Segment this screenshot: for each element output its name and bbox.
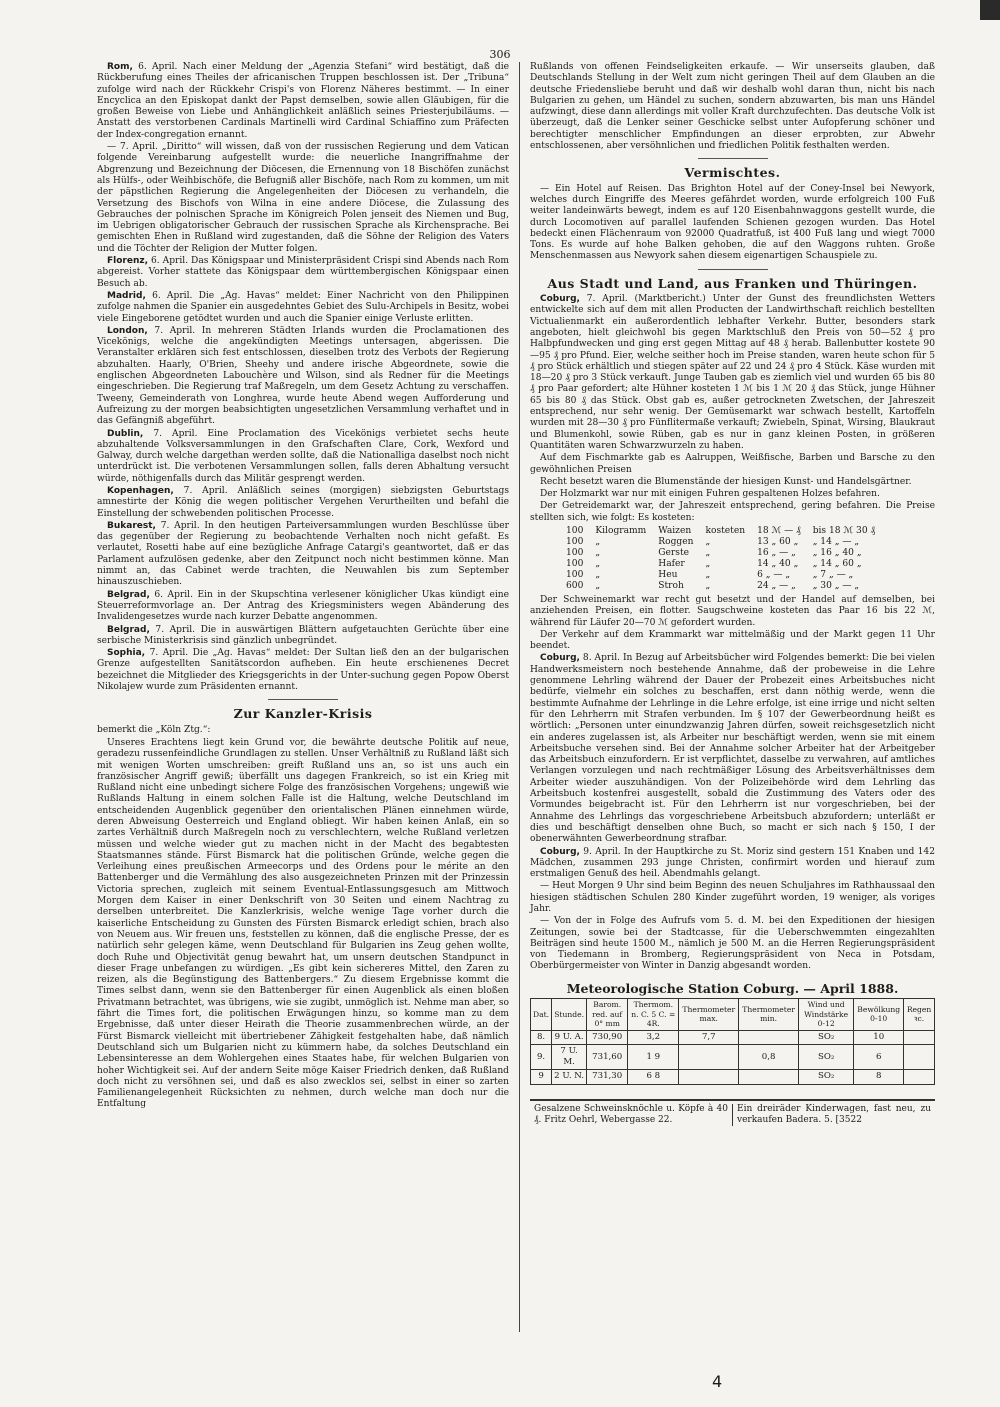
dateline-place: Coburg, [540,653,580,664]
dispatch-text: 7. April. Die in auswärtigen Blättern aufgetauchten Gerüchte über eine serbische Ministerkrisis sind gänzlich unbegründet. [97,624,509,646]
news-dispatch [97,590,509,624]
column-divider [519,62,520,1332]
dateline-place: Coburg, [540,846,580,857]
price-cell-item: Roggen [658,536,694,547]
school-notice: — Heut Morgen 9 Uhr sind beim Beginn des neuen Schuljahres im Rathhaussaal den hiesigen städtischen Schulen 280 Kinder zugeführt worden, 19 weniger, als voriges Jahr. [530,881,935,914]
weather-cell: 6 8 [628,1070,679,1084]
dateline-place: Madrid, [107,290,146,301]
kanzler-article: Unseres Erachtens liegt kein Grund vor, die bewährte deutsche Politik auf neue, geradezu russenfeindliche Grundlagen zu stellen. Unser Verhältniß zu Rußland läßt sich mit wenigen Worten umschreiben: greift Rußland uns an, so ist uns auch ein französischer Angriff gewiß; überfällt uns dagegen Frankreich, so ist ein Krieg mit Rußland nicht eine unbedingt sichere Folge des französischen Vorgehens; ungewiß wie Rußlands Haltung in einem solchen Falle ist die Haltung, welche Deutschland im entscheidenden Augenblick gegenüber den orientalischen Plänen einnehmen würde, deren Abweisung Oesterreich und England obliegt. Wir haben keinen Anlaß, ein so zartes Verhältniß durch Maßregeln noch zu verschlechtern, welche Rußland verletzen müssen und welche wieder gut zu machen nicht in der Macht des begabtesten Staatsmannes stände. Fürst Bismarck hat die politischen Gründe, welche gegen die Verleihung eines preußischen Armeecorps und des Ordens pour le mérite an den Battenberger und die Vermählung des also ausgezeichneten Prinzen mit der Prinzessin Victoria sprechen, zugleich mit seinem Eventual-Entlassungsgesuch am Mittwoch Morgen dem Kaiser in einer Denkschrift von 30 Seiten und einem Nachtrag zu derselben unterbreitet. Die Kanzlerkrisis, welche wenige Tage vorher durch die kaiserliche Entscheidung zu Gunsten des Fürsten Bismarck erledigt schien, brach also von Neuem aus. Wir freuen uns, feststellen zu können, daß die englische Presse, der es natürlich sehr gelegen käme, wenn Deutschland für Bulgarien ins Zeug gehen wollte, doch Ruhe und Objectivität genug bewahrt hat, um unsern deutschen Standpunct in dieser Frage unbefangen zu würdigen. „Es gibt kein sichereres Mittel, den Zaren zu reizen, als die Begünstigung des Battenbergers.“ Zu diesem Ergebnisse kommt die Times selbst dann, wenn sie den Battenberger für einen Augenblick als einen bloßen Privatmann betrachtet, was übrigens, wie sie zugibt, unmöglich ist. Nehme man aber, so fährt die Times fort, die politischen Erwägungen hinzu, so komme man zu dem Ergebnisse, daß unter dieser Heirath die Theorie zusammenbrechen würde, an der Fürst Bismarck vielleicht mit übertriebener Zähigkeit festgehalten habe, daß nämlich Deutschland sich um Bulgarien nicht zu kümmern habe, da solches Deutschland ein Lebensinteresse an dem Wohlergehen eines Staates habe, für welchen Bulgarien von hoher Wichtigkeit sei. Auf der andern Seite möge Kaiser Friedrich denken, daß Rußland doch nicht zu versöhnen sei, und daß es also zwecklos sei, selbst in einer so zarten Familienangelegenheit Rücksichten zu nehmen, durch welche man doch nur die Entfaltung [97,737,509,1110]
dateline-place: Bukarest, [107,520,156,531]
grain-price-table [560,526,881,592]
section-divider [268,699,338,700]
price-cell-unit: „ [595,580,601,591]
coburg-confirmation [530,847,935,881]
price-row [560,559,881,570]
price-cell-verb: „ [705,536,711,547]
price-cell-unit: Kilogramm [595,525,647,536]
weather-cell [904,1044,935,1070]
weather-cell: 9 U. A. [552,1030,587,1044]
weather-cell: 2 U. N. [552,1070,587,1084]
wood-market: Der Holzmarkt war nur mit einigen Fuhren gespaltenen Holzes befahren. [540,489,880,500]
market-text: 7. April. (Marktbericht.) Unter der Gunst des freundlichsten Wetters entwickelte sich auf dem mit allen Producten der Landwirthschaft reichlich bestellten Victualienmarkt ein außerordentlich lebhafter Verkehr. Butter, besonders stark angeboten, hielt gleichwohl bis gegen Marktschluß den Preis von 50—52 ₰ pro Halbpfundwecken und ging erst gegen Mittag auf 48 ₰ herab. Ballenbutter kostete 90—95 ₰ pro Pfund. Eier, welche seither hoch im Preise standen, waren heute schon für 5 ₰ pro Stück erhältlich und stiegen später auf 22 und 24 ₰ pro 4 Stück. Käse wurden mit 18—20 ₰ pro 3 Stück verkauft. Junge Tauben gab es ziemlich viel und wurden 65 bis 80 ₰ pro Paar gefordert; alte Hühner kosteten 1 ℳ bis 1 ℳ 20 ₰ das Stück, junge Hühner 65 bis 80 ₰ das Stück. Obst gab es, außer getrockneten Zwetschen, der Jahreszeit entsprechend, nur sehr wenig. Der Gemüsemarkt war schwach bestellt, Kartoffeln wurden mit 28—30 ₰ pro Fünfliterm​aße verkauft; Zwiebeln, Spinat, Wirsing, Blaukraut und Blumenkohl, sowie Rüben, gab es nur in ganz kleinen Posten, in größeren Quantitäten waren Schwarzwurzeln zu haben. [530,294,935,451]
dispatch-text: 6. April. Die „Ag. Havas“ meldet: Einer Nachricht von den Philippinen zufolge nahmen die Spanier ein ausgedehntes Gebiet des Sulu-Archipels in Besitz, wobei viele Eingeborene getödtet wurden und auch die Spanier einige Verluste erlitten. [97,290,509,324]
price-cell-verb: „ [705,569,711,580]
news-dispatch [97,256,509,290]
price-cell-p1: 24 „ — „ [757,580,796,591]
weather-header: Thermometer max. [679,999,739,1031]
news-dispatch [97,648,509,693]
weather-header: Regen ꝛc. [904,999,935,1031]
dispatch-text: 7. April. In den heutigen Parteiversammlungen wurden Beschlüsse über das gegenüber der Regierung zu beobachtende Verhalten noch nicht gefaßt. Es verlautet, Rosetti habe auf eine bezügliche Anfrage Catargi's geantwortet, daß er das Parlament aufzulösen gedenke, aber den Zeitpunct noch nicht bestimmen könne. Man nimmt an, das Cabinet werde trachten, die Neuwahlen bis zum September hinauszuschieben. [97,520,509,588]
price-cell-p2: „ 14 „ — „ [812,536,860,547]
handwritten-mark: 4 [712,1372,723,1391]
news-dispatch [97,521,509,589]
weather-cell: 731,60 [587,1044,628,1070]
price-cell-p1: 6 „ — „ [757,569,791,580]
weather-cell: 7 U. M. [552,1044,587,1070]
price-cell-p1: 18 ℳ — ₰ [757,525,801,536]
dateline-place: Sophia, [107,648,146,659]
weather-header: Bewölkung 0-10 [854,999,904,1031]
section-lead: bemerkt die „Köln Ztg.“: [97,724,211,735]
price-cell-item: Gerste [658,547,689,558]
dateline-place: Coburg, [540,294,580,305]
price-cell-p2: „ 16 „ 40 „ [812,547,862,558]
advertisements [530,1099,935,1126]
ad-pram: Ein dreiräder Kinderwagen, fast neu, zu verkaufen Badera. 5. [3522 [732,1104,935,1126]
cattle-market: Der Verkehr auf dem Krammarkt war mittelmäßig und der Markt gegen 11 Uhr beendet. [530,629,935,652]
dateline-place: Belgrad, [107,589,150,600]
weather-header: Thermometer min. [739,999,799,1031]
price-cell-item: Waizen [658,525,692,536]
price-cell-p1: 14 „ 40 „ [757,558,799,569]
news-dispatch [97,429,509,485]
weather-header: Dat. [531,999,552,1031]
section-title-misc: Vermischtes. [684,165,781,181]
price-cell-qty: 100 [566,558,584,569]
article-continuation: Rußlands von offenen Feindseligkeiten erkaufe. — Wir unserseits glauben, daß Deutschlands Stellung in der Welt zum nicht geringen Theil auf dem Glauben an die deutsche Friedensliebe beruht und daß wir deshalb wohl daran thun, nicht bis nach Bulgarien zu gehen, um Händel zu suchen, sondern abzuwarten, bis man uns Händel aufzwingt, diese dann allerdings mit voller Kraft durchzufechten. Das deutsche Volk ist überzeugt, daß die Lenker seiner Geschicke selbst unter Aufopferung schöner und berechtigter menschlicher Empfindungen an dieser erprobten, zur Abwehr entschlossenen, aber versöhnlichen und friedlichen Politik festhalten werden. [530,62,935,152]
price-cell-qty: 100 [566,525,584,536]
dispatch-text: 6. April. Ein in der Skupschtina verlesener königlicher Ukas kündigt eine Steuerreformvorlage an. Der Antrag des Kriegsministers wegen Abänderung des Invalidengesetzes wurde nach kurzer Debatte angenommen. [97,589,509,623]
dispatch-text: 7. April. Anläßlich seines (morgigen) siebzigsten Geburtstags amnestirte der König die wegen politischer Vergehen Verurtheilten und befahl die Einstellung der schwebenden politischen Processe. [97,485,509,519]
price-cell-p2: „ 14 „ 60 „ [812,558,862,569]
weather-table [530,998,935,1085]
price-cell-p2: bis 18 ℳ 30 ₰ [812,525,876,536]
dateline-place: London, [107,325,148,336]
dateline-place: Florenz, [107,256,149,267]
price-cell-qty: 100 [566,547,584,558]
workbooks-text: 8. April. In Bezug auf Arbeitsbücher wird Folgendes bemerkt: Die bei vielen Handwerksmeistern noch bestehende Annahme, daß der probeweise in die Lehre genommene Lehrling während der Dauer der Probezeit eines Arbeitsbuches nicht bedürfe, vielmehr ein solches zu beschaffen, erst dann nöthig werde, wenn die bestimmte Aufnahme der Lehrlinge in die Lehre erfolge, ist eine irrige und nicht selten für den Lehrherrn mit Strafen verbunden. Im § 107 der Gewerbeordnung heißt es wörtlich: „Personen unter einundzwanzig Jahren dürfen, soweit reichsgesetzlich nicht ein anderes zugelassen ist, als Arbeiter nur beschäftigt werden, wenn sie mit einem Arbeitsbuche versehen sind. Bei der Annahme solcher Arbeiter hat der Arbeitgeber das Arbeitsbuch einzufordern. Er ist verpflichtet, dasselbe zu verwahren, auf amtliches Verlangen vorzulegen und nach rechtmäßiger Lösung des Arbeitsverhältnisses dem Arbeiter wieder auszuhändigen. Von der Polizeibehörde wird dem Lehrling das Arbeitsbuch kostenfrei ausgestellt, sobald die Zustimmung des Vaters oder des Vormundes beigebracht ist. Für den Lehrherrn ist nur vorgeschrieben, bei der Annahme des Lehrlings das vorgeschriebene Arbeitsbuch abzufordern; unterläßt er dies und beschäftigt denselben ohne Buch, so macht er sich nach § 150, I der obenerwähnten Gewerbeordnung strafbar. [530,653,935,845]
weather-cell: 9 [531,1070,552,1084]
news-dispatch [97,625,509,648]
price-cell-verb: „ [705,558,711,569]
donation-notice: — Von der in Folge des Aufrufs vom 5. d. M. bei den Expeditionen der hiesigen Zeitungen, sowie bei der Stadtcasse, für die Ueberschwemmten eingezahlten Beiträgen sind heute 1500 M., nämlich je 500 M. an die Herren Regierungspräsident von Tiedemann in Bromberg, Regierungspräsident von Neca in Potsdam, Oberbürgermeister von Winter in Danzig abgesandt worden. [530,916,935,972]
news-dispatch [97,291,509,325]
weather-row [531,1030,935,1044]
weather-cell: 9. [531,1044,552,1070]
dateline-place: Dublin, [107,428,144,439]
price-cell-p1: 16 „ — „ [757,547,796,558]
weather-cell: 10 [854,1030,904,1044]
price-cell-unit: „ [595,547,601,558]
weather-cell: SO₂ [799,1030,854,1044]
weather-cell: 7,7 [679,1030,739,1044]
weather-cell: 3,2 [628,1030,679,1044]
misc-article: — Ein Hotel auf Reisen. Das Brighton Hotel auf der Coney-Insel bei Newyork, welches durch Eingriffe des Meeres gefährdet worden, wurde erfolgreich 100 Fuß weiter landeinwärts bewegt, indem es auf 120 Eisenbahnwaggons gestellt wurde, die durch Locomotiven auf parallel laufenden Schienen gezogen wurden. Das Hotel bedeckt einen Flächenraum von 92000 Quadratfuß, ist 400 Fuß lang und wiegt 7000 Tons. Es wurde auf hohe Balken gehoben, die auf den Waggons ruhten. Große Menschenmassen aus Newyork sahen diesem eigenartigen Schauspiele zu. [530,183,935,262]
dispatch-text: 7. April. Eine Proclamation des Vicekönigs verbietet sechs heute abzuhaltende Volksversammlungen in den Grafschaften Clare, Cork, Wexford und Galway, durch welche dargethan werden sollte, daß die Nationalliga daselbst noch nicht unterdrückt ist. Die verbotenen Versammlungen sollen, falls deren Abhaltung versucht würde, nöthigenfalls durch das Militär gesprengt werden. [97,428,509,484]
price-cell-qty: 100 [566,536,584,547]
news-dispatch [97,142,509,255]
page-number: 306 [489,48,511,61]
section-divider [698,158,768,159]
weather-cell [904,1070,935,1084]
price-cell-p2: „ 30 „ — „ [812,580,860,591]
right-column [530,62,935,1126]
price-cell-unit: „ [595,569,601,580]
price-row [560,581,881,592]
weather-cell: 0,8 [739,1044,799,1070]
weather-cell: 731,30 [587,1070,628,1084]
weather-header: Barom. red. auf 0° mm [587,999,628,1031]
section-divider [698,269,768,270]
weather-cell: 6 [854,1044,904,1070]
weather-row [531,1070,935,1084]
price-row [560,570,881,581]
coburg-workbooks [530,653,935,845]
price-row [560,548,881,559]
price-cell-qty: 600 [566,580,584,591]
dateline-place: Belgrad, [107,624,150,635]
weather-cell: SO₂ [799,1044,854,1070]
weather-header: Stunde. [552,999,587,1031]
weather-cell [739,1030,799,1044]
weather-station-title: Meteorologische Station Coburg. — April 1888. [566,980,899,996]
section-title-kanzler: Zur Kanzler-Krisis [233,706,373,722]
weather-row [531,1044,935,1070]
price-cell-item: Stroh [658,580,684,591]
price-cell-p1: 13 „ 60 „ [757,536,799,547]
weather-cell [679,1070,739,1084]
price-cell-item: Heu [658,569,678,580]
flower-stands: Recht besetzt waren die Blumenstände der hiesigen Kunst- und Handelsgärtner. [540,476,912,487]
news-dispatches [97,62,509,693]
dateline-place: Kopenhagen, [107,485,174,496]
price-cell-verb: kosteten [705,525,746,536]
ad-pork: Gesalzene Schweinsknöchle u. Köpfe à 40 ₰. Fritz Oehrl, Webergasse 22. [534,1103,728,1125]
weather-header: Wind und Windstärke 0-12 [799,999,854,1031]
price-cell-verb: „ [705,580,711,591]
price-cell-verb: „ [705,547,711,558]
dispatch-text: 7. April. In mehreren Städten Irlands wurden die Proclamationen des Vicekönigs, welche die angekündigten Meetings untersagen, abgerissen. Die Veranstalter erklären sich fest entschlossen, dieselben trotz des Verbots der Regierung abzuhalten. Haarly, O'Brien, Sheehy und andere irische Abgeordnete, sowie die englischen Abgeordneten Labouchère und Wilson, sind als Redner für die Meetings eingeschrieben. Die Regierung traf Maßregeln, um dem Gesetz Achtung zu verschaffen. Tweeny, Gemeinderath von Longhrea, wurde heute Abend wegen Aufforderung und Aufreizung zu der morgen beabsichtigten ungesetzlichen Versammlung verhaftet und in das Gefängniß abgeführt. [97,325,509,427]
dispatch-text: 6. April. Das Königspaar und Ministerpräsident Crispi sind Abends nach Rom abgereist. Vorher stattete das Königspaar dem württembergischen Königspaar einen Besuch ab. [97,256,509,289]
dispatch-text: 7. April. Die „Ag. Havas“ meldet: Der Sultan ließ den an der bulgarischen Grenze aufgestellten Sanitätscordon aufheben. Ein heute erschienenes Decret bezeichnet die Mitglieder des Kriegsgerichts in der Unter-suchung gegen Popow Oberst Nikolajew wurde zum Präsidenten ernannt. [97,648,509,693]
news-dispatch [97,326,509,428]
confirmation-text: 9. April. In der Hauptkirche zu St. Moriz sind gestern 151 Knaben und 142 Mädchen, zusammen 293 junge Christen, confirmirt worden und hierauf zum erstmaligen Genuß des heil. Abendmahls gelangt. [530,846,935,880]
price-row [560,526,881,537]
price-row [560,537,881,548]
grain-market-lead: Der Getreidemarkt war, der Jahreszeit entsprechend, gering befahren. Die Preise stellten sich, wie folgt: Es kosteten: [530,501,935,523]
fish-market: Auf dem Fischmarkte gab es Aalruppen, Weißfische, Barben und Barsche zu den gewöhnlichen Preisen [530,453,935,475]
page-corner-mark [980,0,1000,20]
section-title-local: Aus Stadt und Land, aus Franken und Thüringen. [547,275,918,291]
price-cell-qty: 100 [566,569,584,580]
coburg-market-report [530,294,935,452]
weather-header: Thermom. n. C. 5 C. = 4R. [628,999,679,1031]
price-cell-unit: „ [595,558,601,569]
pig-market: Der Schweinemarkt war recht gut besetzt und der Handel auf demselben, bei anziehenden Preisen, ein flotter. Saugschweine kosteten das Paar 16 bis 22 ℳ, während für Läufer 20—70 ℳ gefordert wurden. [530,594,935,628]
weather-cell [679,1044,739,1070]
price-cell-item: Hafer [658,558,685,569]
weather-cell: 8 [854,1070,904,1084]
left-column [97,62,509,1112]
weather-cell: 730,90 [587,1030,628,1044]
dispatch-text: 6. April. Nach einer Meldung der „Agenzia Stefani“ wird bestätigt, daß die Rückberufung eines Theiles der africanischen Truppen beschlossen ist. Der „Tribuna“ zufolge wird nach der Rückkehr Crispi's von Florenz Näheres bestimmt. — In einer Encyclica an den Episkopat dankt der Papst demselben, sowie allen Gläubigen, für die großen Beweise von Liebe und Anhänglichkeit anläßlich seines Priesterjubiläums. — Anstatt des verstorbenen Cardinals Martinelli wird Cardinal Schiaffino zum Präfecten der Index-congregation ernannt. [97,62,509,140]
price-cell-unit: „ [595,536,601,547]
weather-cell [904,1030,935,1044]
weather-cell [739,1070,799,1084]
dateline-place: Rom, [107,62,133,72]
weather-cell: 1 9 [628,1044,679,1070]
price-cell-p2: „ 7 „ — „ [812,569,854,580]
weather-cell: SO₂ [799,1070,854,1084]
dispatch-text: — 7. April. „Diritto“ will wissen, daß von der russischen Regierung und dem Vatican folgende Vereinbarung aufgestellt wurde: die neuerliche Inangriffnahme der Abgrenzung und Bezeichnung der Diöcesen, die Ernennung von 18 Bischöfen zunächst als Hülfs-, oder Weihbischöfe, die Befugniß aller Bischöfe, nach Rom zu kommen, um mit der päpstlichen Regierung die Angelegenheiten der Diöcesen zu verhandeln, die Versetzung des Bischofs von Wilna in eine andere Diöcese, die Zulassung des Gebrauches der polnischen Sprache im Königreich Polen jenseit des Niemen und Bug, im Uebrigen obligatorischer Gebrauch der russischen Sprache als Kirchensprache. Bei gemischten Ehen in Rußland wird zugestanden, daß die Söhne der Religion des Vaters und die Töchter der Religion der Mutter folgen. [97,142,509,254]
news-dispatch [97,62,509,141]
weather-cell: 8. [531,1030,552,1044]
news-dispatch [97,486,509,520]
